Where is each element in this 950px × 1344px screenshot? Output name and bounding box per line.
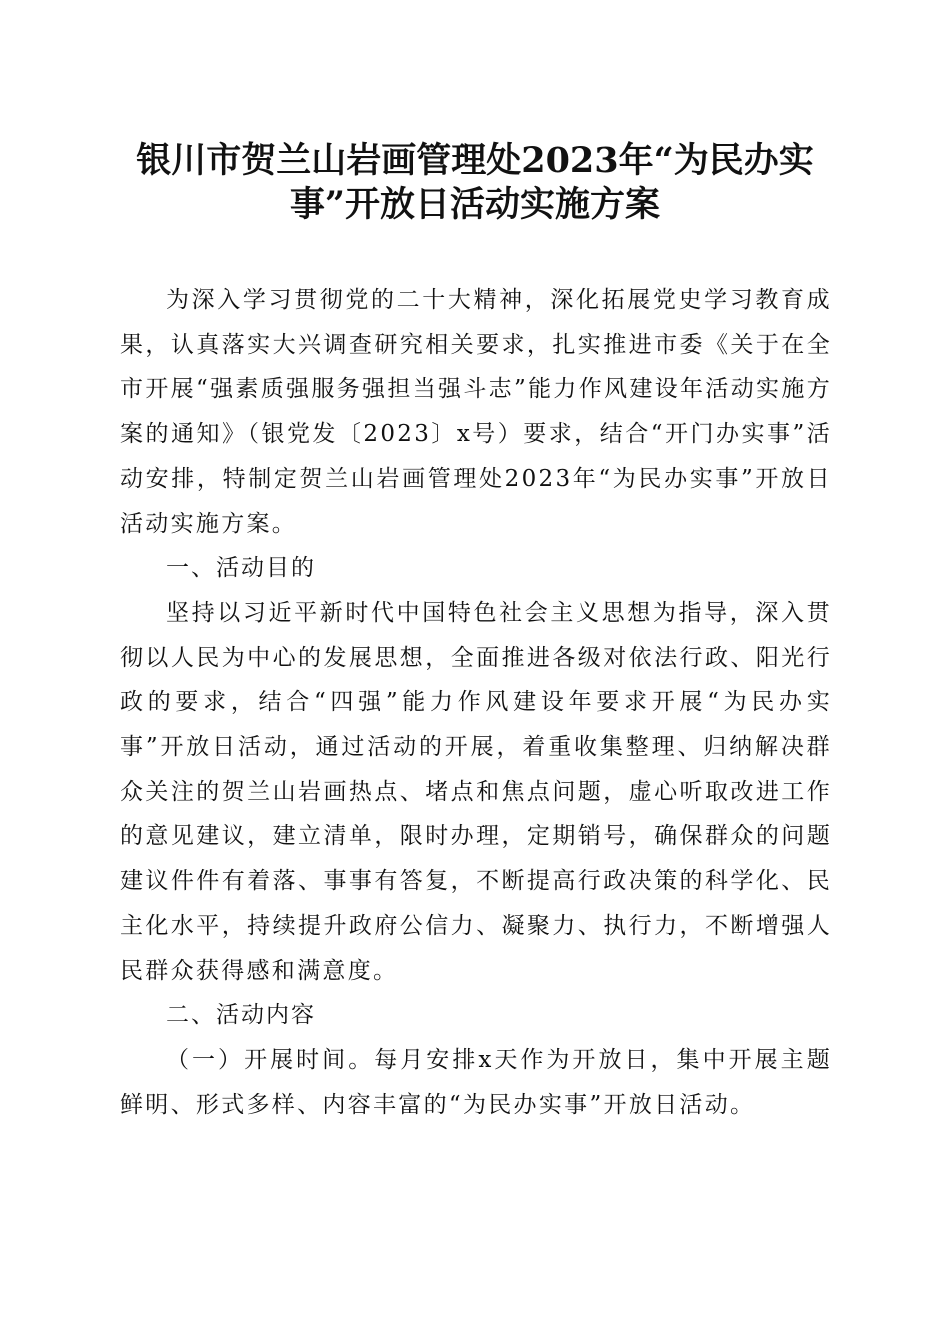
intro-paragraph: 为深入学习贯彻党的二十大精神，深化拓展党史学习教育成果，认真落实大兴调查研究相关要求，扎实推进市委《关于在全市开展“强素质强服务强担当强斗志”能力作风建设年活动实施方案的通知》（银党发〔2023〕x号）要求，结合“开门办实事”活动安排，特制定贺兰山岩画管理处2023年“为民办实事”开放日活动实施方案。 [120,287,832,537]
purpose-paragraph: 坚持以习近平新时代中国特色社会主义思想为指导，深入贯彻以人民为中心的发展思想，全面推进各级对依法行政、阳光行政的要求，结合“四强”能力作风建设年要求开展“为民办实事”开放日活动，通过活动的开展，着重收集整理、归纳解决群众关注的贺兰山岩画热点、堵点和焦点问题，虚心听取改进工作的意见建议，建立清单，限时办理，定期销号，确保群众的问题建议件件有着落、事事有答复，不断提高行政决策的科学化、民主化水平，持续提升政府公信力、凝聚力、执行力，不断增强人民群众获得感和满意度。 [120,599,832,984]
content-item-schedule: （一）开展时间。每月安排x天作为开放日，集中开展主题鲜明、形式多样、内容丰富的“为民办实事”开放日活动。 [120,1046,832,1118]
document-body [120,278,832,1127]
section-heading-content: 二、活动内容 [166,1002,316,1029]
document-title-line-1: 银川市贺兰山岩画管理处2023年“为民办实 [136,140,814,181]
document-title-line-2: 事”开放日活动实施方案 [289,184,661,225]
section-heading-purpose: 一、活动目的 [166,555,316,582]
